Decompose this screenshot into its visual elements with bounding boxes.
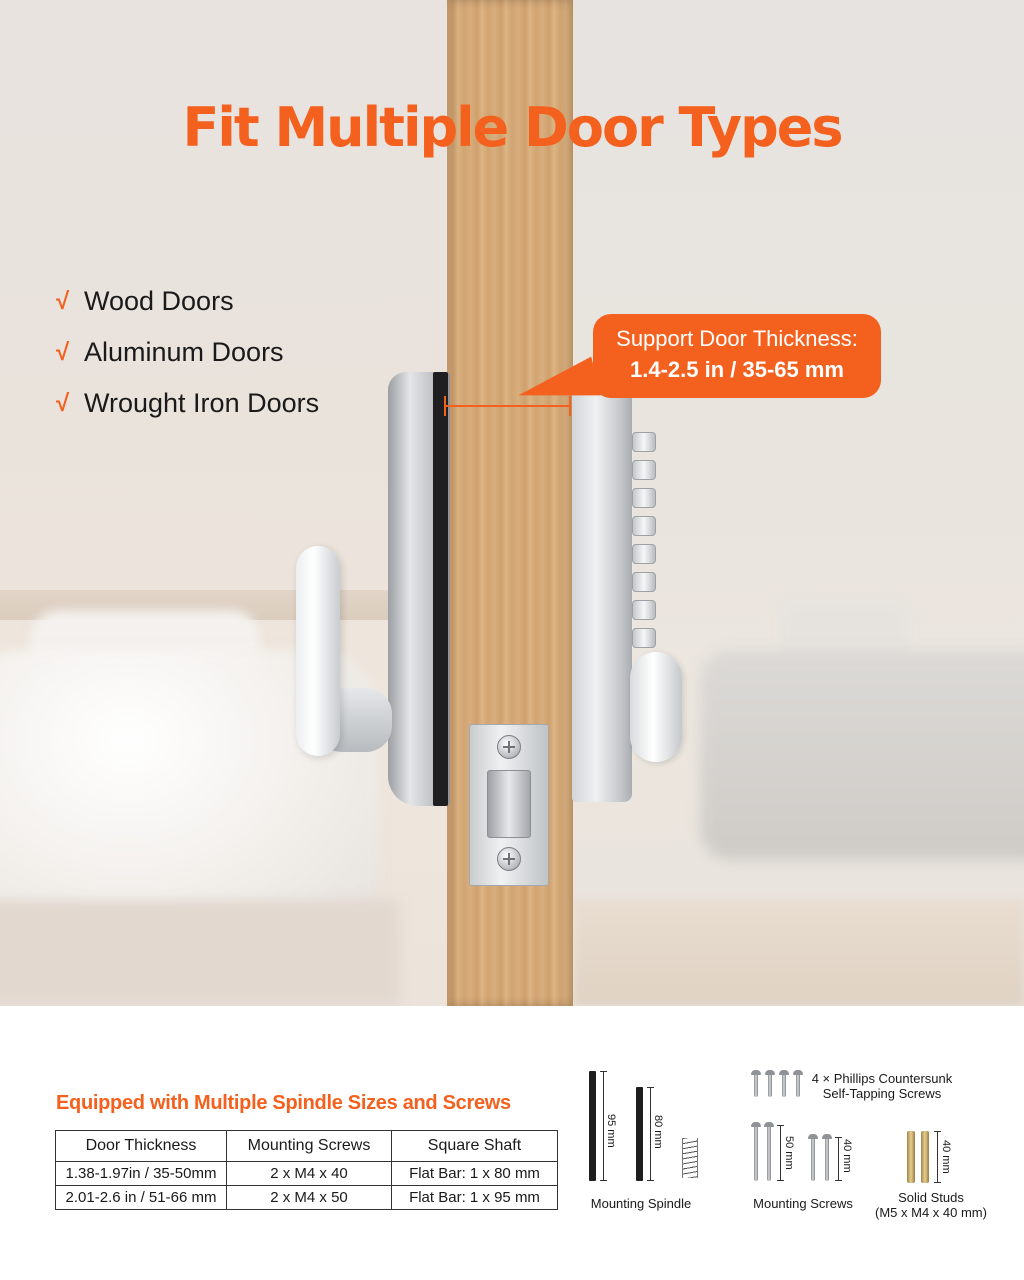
keypad-button (632, 628, 656, 648)
interior-lever-handle (296, 546, 340, 756)
check-icon: √ (56, 389, 70, 417)
callout-title: Support Door Thickness: (616, 326, 858, 351)
measure-cap (444, 396, 446, 416)
keypad-button (632, 516, 656, 536)
stud-dim: 40 mm (940, 1140, 952, 1174)
keypad-button (632, 600, 656, 620)
part-label (808, 1071, 956, 1101)
table-cell: 2.01-2.6 in / 51-66 mm (56, 1186, 227, 1210)
table-row (56, 1186, 558, 1210)
mechanical-keypad (632, 432, 658, 656)
latch-screw-icon (497, 847, 521, 871)
list-item (56, 378, 319, 429)
list-item (56, 327, 319, 378)
table-cell: Flat Bar: 1 x 95 mm (392, 1186, 558, 1210)
latch-screw-icon (497, 735, 521, 759)
page-title: Fit Multiple Door Types (182, 96, 842, 159)
latch-bolt (487, 770, 531, 838)
mounting-screw-50-icon (767, 1125, 771, 1181)
dimension-bar (603, 1071, 604, 1181)
table-header-row (56, 1131, 558, 1162)
spindle-80-icon (636, 1087, 643, 1181)
spindle-95-icon (589, 1071, 596, 1181)
solid-stud-icon (921, 1131, 929, 1183)
table-cell: Flat Bar: 1 x 80 mm (392, 1162, 558, 1186)
phillips-screw-icon (796, 1073, 800, 1097)
mounting-screw-40-icon (811, 1137, 815, 1181)
phillips-screw-icon (754, 1073, 758, 1097)
column-header: Square Shaft (392, 1131, 558, 1162)
stud-line2: (M5 x M4 x 40 mm) (875, 1205, 987, 1220)
spindle-long-dim: 95 mm (605, 1114, 617, 1148)
keypad-button (632, 432, 656, 452)
phillips-screw-icon (768, 1073, 772, 1097)
table-cell: 2 x M4 x 50 (227, 1186, 392, 1210)
dimension-bar (937, 1131, 938, 1183)
screw-short-dim: 40 mm (841, 1139, 853, 1173)
lock-gasket (433, 372, 448, 806)
dimension-bar (650, 1087, 651, 1181)
check-icon: √ (56, 287, 70, 315)
keypad-button (632, 488, 656, 508)
mounting-screw-40-icon (825, 1137, 829, 1181)
list-item (56, 276, 319, 327)
exterior-knob (630, 652, 682, 762)
screw-long-dim: 50 mm (783, 1136, 795, 1170)
lock-exterior-housing (572, 384, 632, 802)
dimension-bar (838, 1137, 839, 1181)
phillips-line2: Self-Tapping Screws (822, 1086, 942, 1101)
part-label: Mounting Spindle (590, 1196, 692, 1211)
keypad-button (632, 460, 656, 480)
part-label (864, 1190, 998, 1220)
sofa (700, 650, 1024, 860)
table-row (56, 1162, 558, 1186)
spec-title: Equipped with Multiple Spindle Sizes and Screws (56, 1092, 511, 1114)
mounting-screw-50-icon (754, 1125, 758, 1181)
phillips-screw-icon (782, 1073, 786, 1097)
keypad-button (632, 544, 656, 564)
bed-base (0, 900, 400, 1006)
stud-line1: Solid Studs (898, 1190, 964, 1205)
door-type-list (56, 276, 319, 429)
table-cell: 1.38-1.97in / 35-50mm (56, 1162, 227, 1186)
feature-label: Wood Doors (84, 286, 234, 316)
spring-icon (682, 1138, 698, 1178)
keypad-button (632, 572, 656, 592)
thickness-callout (593, 314, 881, 398)
spindle-short-dim: 80 mm (652, 1115, 664, 1149)
feature-label: Aluminum Doors (84, 337, 284, 367)
column-header: Door Thickness (56, 1131, 227, 1162)
table-cell: 2 x M4 x 40 (227, 1162, 392, 1186)
dimension-bar (780, 1125, 781, 1181)
phillips-line1: 4 × Phillips Countersunk (811, 1071, 953, 1086)
check-icon: √ (56, 338, 70, 366)
feature-label: Wrought Iron Doors (84, 388, 320, 418)
rug (574, 900, 1024, 1006)
solid-stud-icon (907, 1131, 915, 1183)
spec-table (55, 1130, 558, 1210)
part-label: Mounting Screws (753, 1196, 853, 1211)
column-header: Mounting Screws (227, 1131, 392, 1162)
callout-value: 1.4-2.5 in / 35-65 mm (630, 357, 844, 382)
